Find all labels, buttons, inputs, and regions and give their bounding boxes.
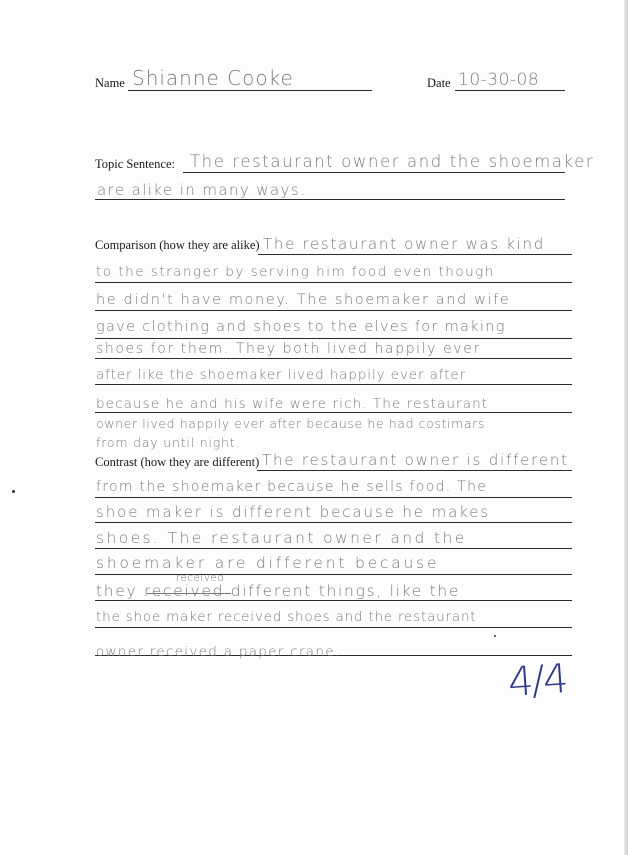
contrast-line-1	[257, 470, 572, 471]
contrast-line-4	[95, 548, 572, 549]
contrast-text-2: from the shoemaker because he sells food. The	[96, 479, 488, 495]
topic-text-2: are alike in many ways.	[97, 181, 307, 199]
page-edge	[624, 0, 628, 855]
topic-text-1: The restaurant owner and the shoemaker	[190, 152, 595, 171]
contrast-text-1: The restaurant owner is different	[262, 451, 569, 469]
contrast-text-8: owner received a paper crane.	[96, 644, 341, 660]
name-label: Name	[95, 76, 125, 90]
comparison-label: Comparison (how they are alike)	[95, 238, 260, 252]
contrast-line-6	[95, 600, 572, 601]
contrast-text-7: the shoe maker received shoes and the restaurant	[96, 609, 477, 625]
comparison-line-7	[95, 412, 572, 413]
comparison-text-9: from day until night.	[96, 435, 241, 450]
grade-mark: 4/4	[506, 656, 568, 706]
strike-through-mark	[147, 593, 231, 594]
comparison-line-4	[95, 338, 572, 339]
comparison-line-1	[258, 254, 572, 255]
comparison-text-6: after like the shoemaker lived happily ever after	[96, 367, 467, 383]
contrast-text-5: shoemaker are different because	[96, 554, 440, 572]
contrast-text-4: shoes. The restaurant owner and the	[96, 529, 467, 547]
date-label: Date	[427, 76, 451, 90]
student-name: Shianne Cooke	[132, 66, 294, 90]
contrast-line-3	[95, 522, 572, 523]
comparison-line-2	[95, 282, 572, 283]
comparison-text-1: The restaurant owner was kind	[263, 235, 545, 253]
contrast-label: Contrast (how they are different)	[95, 455, 260, 469]
contrast-text-6: they received different things, like the	[96, 582, 461, 600]
topic-line-1	[183, 172, 565, 173]
contrast-line-7	[95, 627, 572, 628]
stray-dot-right	[494, 635, 496, 637]
contrast-text-3: shoe maker is different because he makes	[96, 503, 491, 521]
comparison-text-3: he didn't have money. The shoemaker and wife	[96, 292, 511, 308]
comparison-text-5: shoes for them. They both lived happily ever	[96, 341, 481, 357]
stray-dot-left	[12, 490, 15, 493]
date-value: 10-30-08	[458, 70, 540, 90]
comparison-text-2: to the stranger by serving him food even though	[96, 264, 495, 280]
comparison-line-6	[95, 384, 572, 385]
contrast-correction: received	[176, 572, 225, 584]
contrast-line-2	[95, 497, 572, 498]
comparison-text-8: owner lived happily ever after because he had costimars	[96, 416, 485, 431]
topic-sentence-label: Topic Sentence:	[95, 157, 175, 171]
contrast-line-5	[95, 574, 572, 575]
comparison-text-7: because he and his wife were rich. The restaurant	[96, 396, 489, 412]
date-line	[455, 90, 565, 91]
name-line	[128, 90, 372, 91]
comparison-line-5	[95, 358, 572, 359]
comparison-line-3	[95, 310, 572, 311]
comparison-text-4: gave clothing and shoes to the elves for making	[96, 319, 506, 335]
topic-line-2	[95, 199, 565, 200]
